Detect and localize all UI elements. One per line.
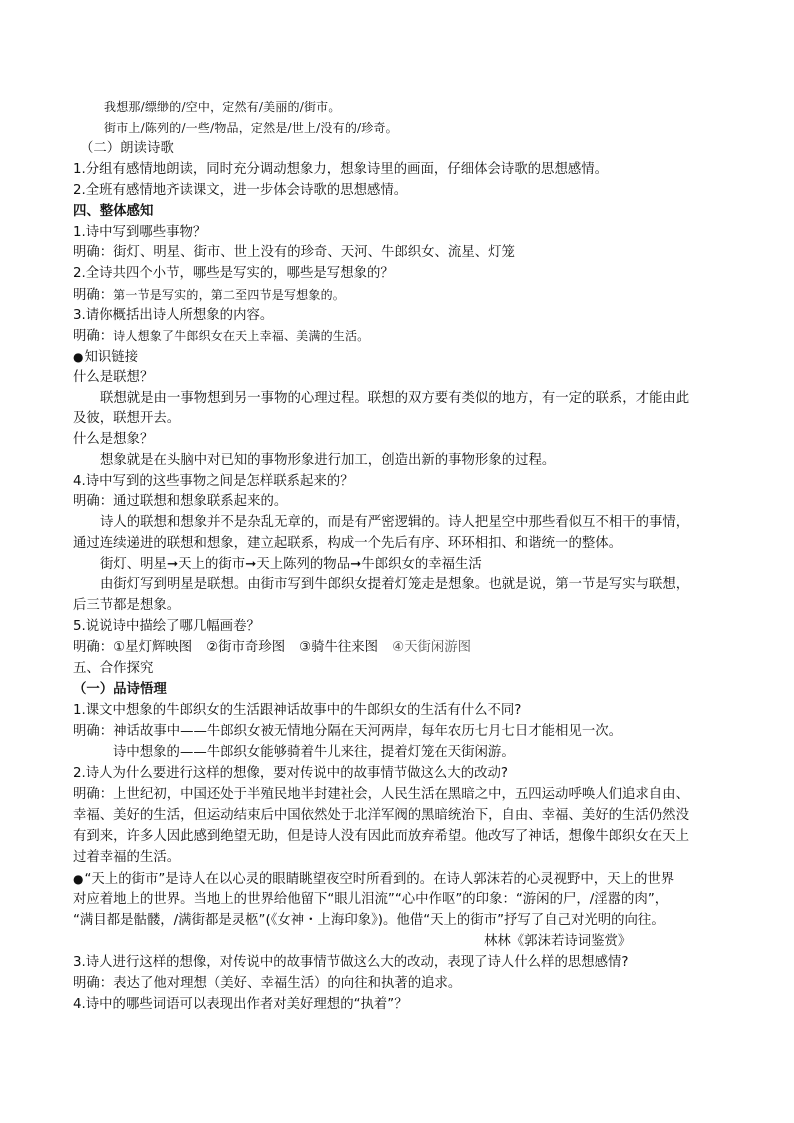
paragraph: 过着幸福的生活。 [73, 850, 181, 865]
question: 什么是想象？ [73, 432, 154, 447]
scene-1: ①星灯辉映图 [113, 640, 193, 655]
answer: 明确：街灯、明星、街市、世上没有的珍奇、天河、牛郎织女、流星、灯笼 [73, 245, 515, 260]
chain-line: 街灯、明星➞天上的街市➞天上陈列的物品➞牛郎织女的幸福生活 [100, 557, 482, 572]
question: 2.全诗共四个小节，哪些是写实的，哪些是写想象的？ [73, 266, 394, 281]
question: 4.诗中的哪些词语可以表现出作者对美好理想的“执着”？ [73, 997, 408, 1012]
section-heading: 四、整体感知 [73, 204, 154, 219]
citation: 林林《郭沫若诗词鉴赏》 [484, 934, 632, 949]
paragraph: “满目都是骷髅，/满街都是灵柩”(《女神・上海印象》)。他借“天上的街市”抒写了自己对光明的向往。 [73, 913, 665, 928]
question: 1.课文中想象的牛郎织女的生活跟神话故事中的牛郎织女的生活有什么不同? [73, 703, 522, 718]
answer: 明确：表达了他对理想（美好、幸福生活）的向往和执著的追求。 [73, 976, 462, 991]
answer: 明确：通过联想和想象联系起来的。 [73, 494, 288, 509]
scene-4: ④天街闲游图 [392, 640, 472, 655]
quote-paragraph: ●“天上的街市”是诗人在以心灵的眼睛眺望夜空时所看到的。在诗人郭沫若的心灵视野中，天上的世界 [73, 872, 675, 887]
knowledge-link-heading: ●知识链接 [73, 350, 139, 365]
paragraph: 1.分组有感情地朗读，同时充分调动想象力，想象诗里的画面，仔细体会诗歌的思想感情。 [73, 162, 609, 177]
subsection-heading: （二）朗读诗歌 [80, 141, 174, 156]
paragraph: 由街灯写到明星是联想。由街市写到牛郎织女提着灯笼走是想象。也就是说，第一节是写实与联想， [100, 577, 690, 592]
question: 1.诗中写到哪些事物？ [73, 225, 207, 240]
paragraph: 2.全班有感情地齐读课文，进一步体会诗歌的思想感情。 [73, 183, 408, 198]
answer: 明确：神话故事中——牛郎织女被无情地分隔在天河两岸，每年农历七月七日才能相见一次。 [73, 724, 623, 739]
scene-3: ③骑牛往来图 [299, 640, 379, 655]
poem-line-1: 我想那/缥缈的/空中，定然有/美丽的/街市。 [104, 100, 341, 114]
answer: 明确：上世纪初，中国还处于半殖民地半封建社会，人民生活在黑暗之中，五四运动呼唤人们追求自由、 [73, 787, 689, 802]
paragraph: 对应着地上的世界。当地上的世界给他留下“眼儿泪流”“心中作呕”的印象：“游闲的尸，/淫嚣的肉”， [73, 892, 669, 907]
paragraph: 通过连续递进的联想和想象，建立起联系，构成一个先后有序、环环相扣、和谐统一的整体。 [73, 536, 623, 551]
scene-2: ②街市奇珍图 [206, 640, 286, 655]
section-heading: 五、合作探究 [73, 661, 154, 676]
bullet-icon: ● [73, 350, 84, 364]
answer [73, 638, 471, 658]
question: 5.说说诗中描绘了哪几幅画卷？ [73, 619, 260, 634]
paragraph: 想象就是在头脑中对已知的事物形象进行加工，创造出新的事物形象的过程。 [100, 453, 556, 468]
paragraph: 幸福、美好的生活，但运动结束后中国依然处于北洋军阀的黑暗统治下，自由、幸福、美好的生活仍然没 [73, 808, 689, 823]
paragraph: 有到来，许多人因此感到绝望无助，但是诗人没有因此而放弃希望。他改写了神话，想像牛郎织女在天上 [73, 829, 689, 844]
answer-text: 第一节是写实的，第二至四节是写想象的。 [113, 288, 345, 302]
answer [73, 285, 345, 306]
poem-line-2: 街市上/陈列的/一些/物品，定然是/世上/没有的/珍奇。 [104, 121, 398, 135]
subsection-heading: （一）品诗悟理 [73, 682, 167, 697]
bullet-icon: ● [73, 872, 84, 886]
question: 3.诗人进行这样的想像，对传说中的故事情节做这么大的改动，表现了诗人什么样的思想感情? [73, 955, 629, 970]
answer-text: 诗人想象了牛郎织女在天上幸福、美满的生活。 [113, 329, 370, 343]
question: 2.诗人为什么要进行这样的想像，要对传说中的故事情节做这么大的改动? [73, 766, 508, 781]
paragraph: 后三节都是想象。 [73, 598, 181, 613]
answer-label: 明确： [73, 640, 114, 655]
answer-label: 明确： [73, 329, 114, 344]
answer [73, 326, 369, 347]
paragraph: 及彼，联想开去。 [73, 411, 181, 426]
answer-label: 明确： [73, 288, 114, 303]
paragraph: 联想就是由一事物想到另一事物的心理过程。联想的双方要有类似的地方，有一定的联系，才能由此 [100, 391, 690, 406]
question: 3.请你概括出诗人所想象的内容。 [73, 308, 274, 323]
paragraph: 诗人的联想和想象并不是杂乱无章的，而是有严密逻辑的。诗人把星空中那些看似互不相干的事情， [100, 515, 690, 530]
question: 什么是联想？ [73, 370, 154, 385]
answer: 诗中想象的——牛郎织女能够骑着牛儿来往，提着灯笼在天街闲游。 [113, 745, 515, 760]
question: 4.诗中写到的这些事物之间是怎样联系起来的？ [73, 474, 354, 489]
